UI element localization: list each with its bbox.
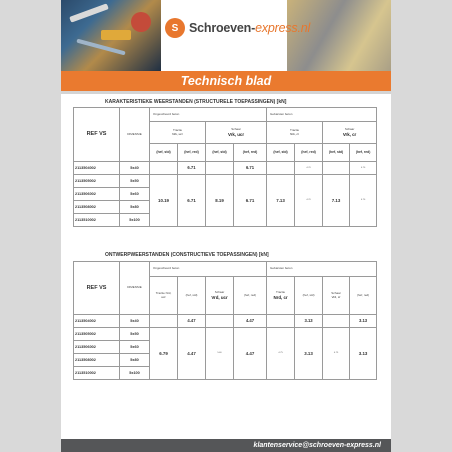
ref-cell: 2113508002 xyxy=(74,201,120,214)
ref-cell: 2113506002 xyxy=(74,188,120,201)
value-cell: 7.13 xyxy=(323,175,350,227)
tools-photo xyxy=(61,0,161,71)
sub-red: (hef, red) xyxy=(350,144,377,162)
ref-header: REF VS xyxy=(74,108,120,162)
value-cell: 6.71 xyxy=(178,162,206,175)
dim-cell: 5x60 xyxy=(120,188,150,201)
table2 xyxy=(73,261,377,380)
col-a2: Schaar Vrd, ucr xyxy=(206,277,234,315)
page-title: Technisch blad xyxy=(180,74,272,88)
dim-cell: 5x60 xyxy=(120,341,150,354)
value-cell: 4.70 xyxy=(350,162,377,175)
brand-suffix: express.nl xyxy=(255,21,311,35)
ref-header: REF VS xyxy=(74,262,120,315)
ref-cell: 2113504002 xyxy=(74,162,120,175)
ref-cell: 2113508002 xyxy=(74,354,120,367)
ref-cell: 2113505002 xyxy=(74,175,120,188)
value-cell: 3.13 xyxy=(295,328,323,380)
sub-std: (hef, std) xyxy=(295,277,323,315)
col-a1: Tractie Nrk, ucr xyxy=(150,122,206,144)
value-cell: 6.71 xyxy=(234,175,267,227)
dim-cell: 5x50 xyxy=(120,175,150,188)
sub-std: (hef, std) xyxy=(323,144,350,162)
group-cracked: Gebarsten beton xyxy=(267,262,377,277)
table1-title: KARAKTERISTIEKE WEERSTANDEN (STRUCTURELE TOEPASSINGEN) [kN] xyxy=(105,99,287,105)
col-b2: Schaar Vrd, cr xyxy=(323,277,350,315)
value-cell: 4.47 xyxy=(178,328,206,380)
col-b2: Schaar Vrk, cr xyxy=(323,122,377,144)
value-cell: 3.13 xyxy=(350,328,377,380)
ref-cell: 2113504002 xyxy=(74,315,120,328)
col-b1: Tractie Nrk, cr xyxy=(267,122,323,144)
brand-logo xyxy=(165,18,310,38)
col-a2: Schaar Vrk, ucr xyxy=(206,122,267,144)
sub-std: (hef, std) xyxy=(150,144,178,162)
datasheet-page xyxy=(61,0,391,452)
value-cell: 5.46 xyxy=(206,328,234,380)
sub-red: (hef, red) xyxy=(295,144,323,162)
value-cell: 6.71 xyxy=(234,162,267,175)
table-row xyxy=(74,162,377,175)
value-cell: 8.19 xyxy=(206,175,234,227)
dim-cell: 5x100 xyxy=(120,214,150,227)
ref-cell: 2113510002 xyxy=(74,214,120,227)
footer-bar xyxy=(61,439,391,452)
banner-divider xyxy=(61,91,391,94)
value-cell: 4.70 xyxy=(295,162,323,175)
value-cell: 3.13 xyxy=(350,315,377,328)
group-cracked: Gebarsten beton xyxy=(267,108,377,122)
table1 xyxy=(73,107,377,227)
sub-red: (hef, red) xyxy=(234,144,267,162)
title-banner xyxy=(61,71,391,91)
table-row xyxy=(74,315,377,328)
value-cell: 4.47 xyxy=(234,328,267,380)
value-cell: 4.70 xyxy=(295,175,323,227)
brand-prefix: Schroeven- xyxy=(189,21,256,35)
sub-std: (hef, std) xyxy=(267,144,295,162)
table2-title: ONTWERPWEERSTANDEN (CONSTRUCTIEVE TOEPASSINGEN) [kN] xyxy=(105,252,269,258)
dim-cell: 5x40 xyxy=(120,315,150,328)
value-cell: 10.19 xyxy=(150,175,178,227)
col-b1: Tractie Nrd, cr xyxy=(267,277,295,315)
dim-cell: 5x80 xyxy=(120,201,150,214)
value-cell: 4.70 xyxy=(350,175,377,227)
dim-cell: 5x100 xyxy=(120,367,150,380)
dim-cell: 5x80 xyxy=(120,354,150,367)
ref-cell: 2113510002 xyxy=(74,367,120,380)
sub-std: (hef, std) xyxy=(206,144,234,162)
ref-cell: 2113506002 xyxy=(74,341,120,354)
table-row xyxy=(74,328,377,341)
table-row xyxy=(74,175,377,188)
value-cell: 4.75 xyxy=(267,328,295,380)
value-cell: 4.47 xyxy=(178,315,206,328)
dim-cell: 5x50 xyxy=(120,328,150,341)
logo-mark-icon: S xyxy=(165,18,185,38)
group-uncracked: Ongescheurd beton xyxy=(150,108,267,122)
sub-red: (hef, red) xyxy=(234,277,267,315)
value-cell: 3.13 xyxy=(295,315,323,328)
sub-std: (hef, std) xyxy=(178,277,206,315)
value-cell: 4.75 xyxy=(323,328,350,380)
sub-red: (hef, red) xyxy=(178,144,206,162)
dim-header: DIMENSIE xyxy=(120,262,150,315)
dim-cell: 5x40 xyxy=(120,162,150,175)
value-cell: 4.47 xyxy=(234,315,267,328)
sub-red: (hef, red) xyxy=(350,277,377,315)
dim-header: DIMENSIE xyxy=(120,108,150,162)
value-cell: 7.13 xyxy=(267,175,295,227)
value-cell: 6.79 xyxy=(150,328,178,380)
footer-email-link[interactable]: klantenservice@schroeven-express.nl xyxy=(253,442,381,449)
col-a1: Tractie Nrd, ucr xyxy=(150,277,178,315)
value-cell: 6.71 xyxy=(178,175,206,227)
ref-cell: 2113505002 xyxy=(74,328,120,341)
group-uncracked: Ongescheurd beton xyxy=(150,262,267,277)
